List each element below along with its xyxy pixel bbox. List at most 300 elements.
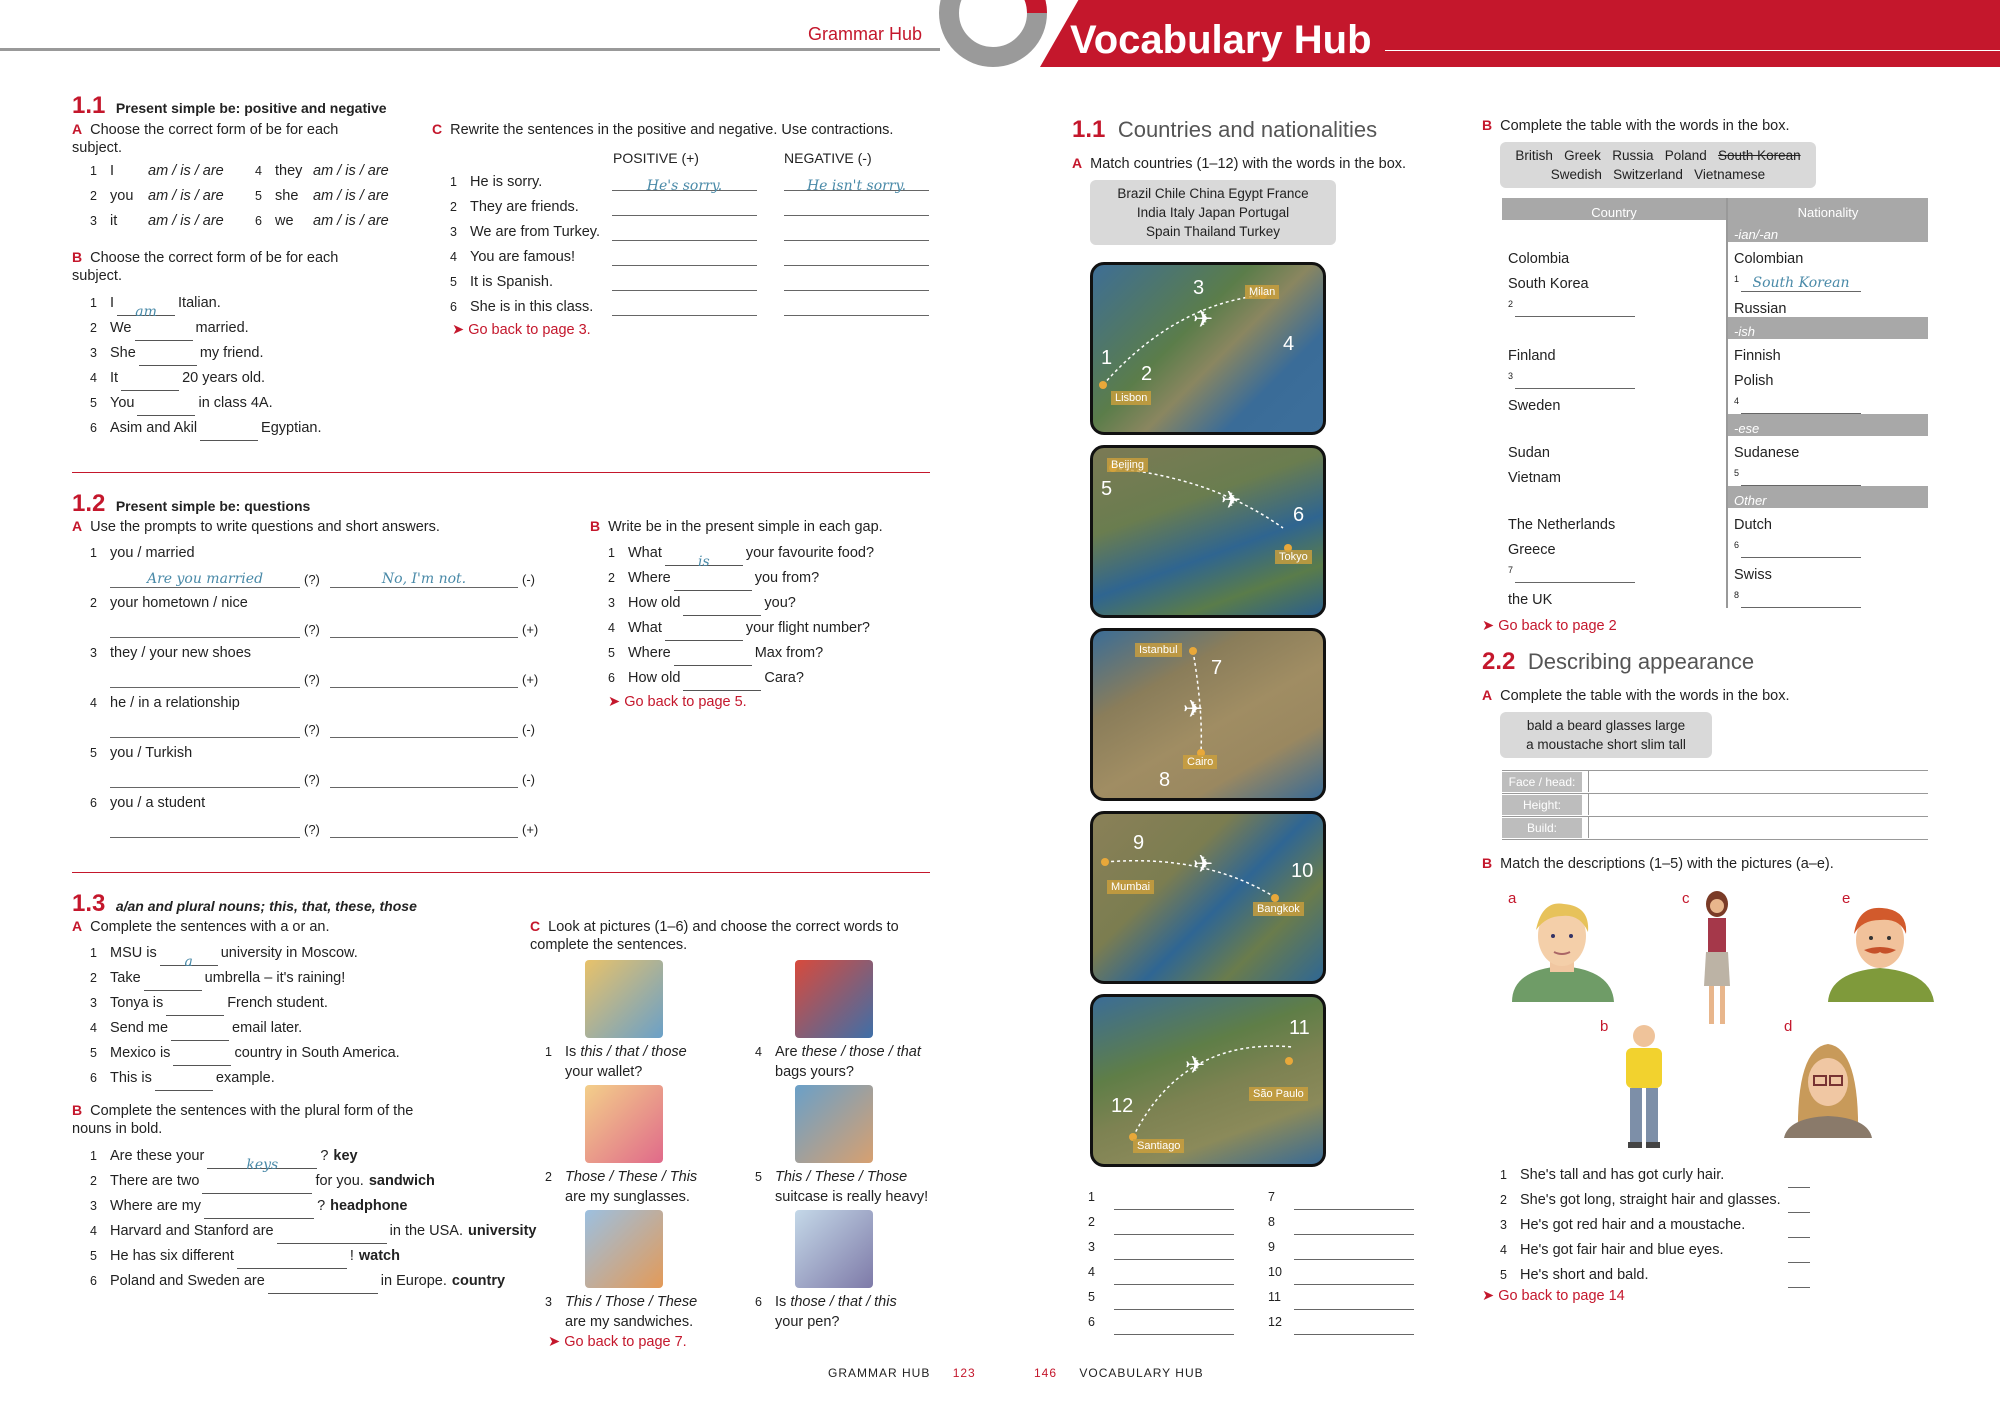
item-number: 1 — [1500, 1168, 1507, 1182]
sentence-end: Max from? — [754, 645, 824, 661]
map-number: 5 — [1101, 478, 1113, 500]
sentence-start: You — [110, 395, 135, 411]
answer-gap[interactable] — [173, 1050, 231, 1066]
exercise-label: B — [1482, 117, 1493, 133]
question-mark-label: (?) — [304, 672, 320, 687]
negative-answer-line[interactable]: He isn't sorry. — [784, 174, 929, 191]
item-number: 3 — [90, 1199, 97, 1213]
positive-column-header: POSITIVE (+) — [613, 150, 699, 166]
city-label: Istanbul — [1135, 643, 1182, 657]
country-cell — [1502, 436, 1727, 461]
list-item — [90, 416, 322, 441]
positive-answer-line[interactable]: He's sorry. — [612, 174, 757, 191]
appearance-answer-field[interactable] — [1588, 771, 1928, 792]
negative-column-header: NEGATIVE (-) — [784, 150, 872, 166]
nationality-name: Polish — [1734, 373, 1774, 389]
section-number: 1.3 — [72, 890, 106, 917]
exercise-picture-6 — [795, 1210, 873, 1288]
appearance-row — [1502, 793, 1928, 816]
list-item — [90, 1144, 536, 1173]
answer-row — [1088, 1185, 1234, 1210]
sentence-start: Are — [775, 1044, 802, 1060]
gap-number: 3 — [1508, 371, 1514, 382]
item-number: 6 — [450, 300, 457, 314]
go-back-link-page-5[interactable]: ➤ Go back to page 5. — [608, 694, 747, 710]
picture-sentence — [755, 1167, 955, 1207]
question-line[interactable] — [110, 621, 300, 638]
positive-answer-line[interactable] — [612, 274, 757, 291]
letter-answer-line[interactable] — [1788, 1221, 1810, 1238]
instruction-text: Complete the sentences with the plural form of the nouns in bold. — [72, 1103, 414, 1137]
answer-row — [1088, 1285, 1234, 1310]
answer-sign: (-) — [522, 722, 535, 737]
city-label: Tokyo — [1275, 550, 1312, 564]
negative-answer-line[interactable] — [784, 199, 929, 216]
word-choices[interactable]: these / those / that — [801, 1044, 921, 1060]
list-item — [255, 163, 389, 179]
answer-gap[interactable] — [121, 375, 179, 391]
exercise-picture-3 — [585, 1210, 663, 1288]
nationality-table — [1502, 198, 1928, 608]
question-line[interactable] — [110, 821, 300, 838]
country-cell — [1502, 533, 1727, 558]
answer-gap[interactable] — [155, 1075, 213, 1091]
country-cell — [1502, 583, 1727, 608]
appearance-row — [1502, 770, 1928, 793]
item-number: 2 — [90, 189, 97, 203]
item-number: 6 — [90, 1274, 97, 1288]
positive-answer-line[interactable] — [612, 199, 757, 216]
exercise-1-3-b-items — [90, 1144, 536, 1294]
appearance-answer-field[interactable] — [1588, 817, 1928, 838]
sentence-end: your favourite food? — [745, 545, 875, 561]
exercise-label: A — [72, 918, 83, 934]
red-haired-man-illustration — [1820, 900, 1940, 1002]
map-europe — [1090, 262, 1326, 435]
go-back-link-page-3[interactable]: ➤ Go back to page 3. — [452, 322, 591, 338]
question-line[interactable] — [110, 671, 300, 688]
list-item — [608, 616, 874, 641]
word-box-line — [1508, 146, 1808, 165]
answer-gap[interactable] — [135, 325, 193, 341]
svg-text:✈: ✈ — [1185, 1052, 1206, 1079]
svg-text:✈: ✈ — [1193, 306, 1214, 333]
description-item — [1500, 1163, 1810, 1188]
exercise-label: A — [1482, 687, 1493, 703]
appearance-category: Height: — [1502, 795, 1582, 815]
item-number: 2 — [1500, 1193, 1507, 1207]
exercise-1-2-b-items — [608, 541, 874, 691]
letter-answer-line[interactable] — [1788, 1171, 1810, 1188]
sentence-end: Egyptian. — [261, 420, 322, 436]
item-number: 4 — [90, 1021, 97, 1035]
appearance-matching-items — [1500, 1163, 1810, 1288]
positive-answer-line[interactable] — [612, 249, 757, 266]
answer-line[interactable] — [1294, 1268, 1414, 1285]
bold-noun: sandwich — [368, 1173, 435, 1189]
vocab-1-1-b-instructions — [1482, 116, 1882, 135]
answer-gap[interactable] — [139, 350, 197, 366]
list-item — [90, 316, 322, 341]
map-number: 1 — [1101, 347, 1113, 369]
country-answer-line[interactable] — [1515, 566, 1635, 583]
list-item — [90, 213, 224, 229]
subject: you — [110, 188, 134, 204]
item-number: 2 — [90, 321, 97, 335]
answer-gap[interactable] — [674, 575, 752, 591]
prompt — [90, 691, 550, 716]
map-number: 12 — [1111, 1095, 1134, 1117]
answer-line[interactable] — [1294, 1193, 1414, 1210]
answer-sign: (+) — [522, 672, 539, 687]
item-number: 6 — [90, 1071, 97, 1085]
item-number: 6 — [755, 1295, 762, 1309]
answer-row — [1268, 1235, 1414, 1260]
sentence-end: you? — [764, 595, 796, 611]
subject: it — [110, 213, 118, 229]
list-item — [90, 163, 224, 179]
list-item — [450, 170, 930, 195]
page-number: 146 — [1034, 1366, 1058, 1380]
sentence-end: your flight number? — [745, 620, 870, 636]
sentence-end: my friend. — [199, 345, 264, 361]
negative-answer-line[interactable] — [784, 274, 929, 291]
bold-noun: country — [451, 1273, 506, 1289]
question-line[interactable] — [110, 771, 300, 788]
item-number: 4 — [755, 1045, 762, 1059]
appearance-answer-field[interactable] — [1588, 794, 1928, 815]
sentence-start: How old — [628, 595, 681, 611]
appearance-category: Build: — [1502, 818, 1582, 838]
city-label: São Paulo — [1249, 1087, 1308, 1101]
picture-sentence — [755, 1042, 955, 1082]
answer-row — [1268, 1310, 1414, 1335]
instruction-text: Complete the sentences with a or an. — [90, 919, 330, 935]
item-number: 6 — [1088, 1315, 1095, 1329]
list-item — [90, 1066, 400, 1091]
bold-noun: university — [467, 1223, 537, 1239]
item-number: 5 — [1500, 1268, 1507, 1282]
country-cell — [1502, 339, 1727, 364]
question-item — [90, 741, 550, 791]
nationality-name: Dutch — [1734, 517, 1772, 533]
answer-line[interactable] — [1294, 1243, 1414, 1260]
exercise-picture-1 — [585, 960, 663, 1038]
section-divider — [72, 472, 930, 473]
answer-line[interactable] — [330, 771, 518, 788]
question-item — [90, 641, 550, 691]
sentence-end: your pen? — [775, 1314, 840, 1330]
sentence-start: Tonya is — [110, 995, 164, 1011]
list-item — [90, 966, 400, 991]
header-ring-logo — [938, 0, 1048, 68]
answer-sign: (+) — [522, 822, 539, 837]
answer-line[interactable] — [1114, 1193, 1234, 1210]
item-number: 4 — [90, 1224, 97, 1238]
sentence-end: for you. — [315, 1173, 364, 1189]
nationality-table-grid — [1502, 198, 1928, 608]
prompt — [90, 741, 550, 766]
country-answer-line[interactable] — [1515, 300, 1635, 317]
item-number: 3 — [90, 346, 97, 360]
answer-gap[interactable] — [665, 625, 743, 641]
sentence-end: ? — [320, 1148, 329, 1164]
country-cell — [1502, 242, 1727, 267]
go-back-link-page-2[interactable]: ➤ Go back to page 2 — [1482, 618, 1617, 634]
picture-sentence — [755, 1292, 955, 1332]
list-item — [608, 566, 874, 591]
group-spacer — [1502, 317, 1727, 339]
bold-noun: headphone — [330, 1198, 408, 1214]
word-choices[interactable]: This / Those / These — [565, 1294, 698, 1310]
sentence-start: Are these your — [110, 1148, 205, 1164]
letter-answer-line[interactable] — [1788, 1271, 1810, 1288]
map-east-asia — [1090, 445, 1326, 618]
appearance-word-box — [1500, 712, 1712, 758]
list-item — [608, 541, 875, 570]
go-back-link-page-14[interactable]: ➤ Go back to page 14 — [1482, 1288, 1625, 1304]
instruction-text: Match the descriptions (1–5) with the pictures (a–e). — [1500, 856, 1834, 872]
picture-sentence — [545, 1042, 745, 1082]
sentence-end: ! — [349, 1248, 354, 1264]
answer-gap[interactable] — [171, 1025, 229, 1041]
exercise-label: A — [72, 518, 83, 534]
answer-line[interactable] — [1114, 1293, 1234, 1310]
country-name: South Korea — [1508, 276, 1589, 292]
item-number: 1 — [90, 546, 97, 560]
answer-line[interactable] — [1114, 1243, 1234, 1260]
word-box-line: India Italy Japan Portugal — [1136, 205, 1290, 220]
sentence-start: We — [110, 320, 132, 336]
vocab-header-line — [1385, 50, 2000, 51]
picture-e — [1820, 890, 1940, 1002]
answer-gap[interactable] — [237, 1253, 347, 1269]
item-number: 3 — [90, 646, 97, 660]
section-divider — [72, 872, 930, 873]
description-text: She's got long, straight hair and glasses. — [1520, 1192, 1781, 1208]
go-back-link-page-7[interactable]: ➤ Go back to page 7. — [548, 1334, 687, 1350]
question-line[interactable]: Are you married — [110, 571, 300, 588]
picture-a — [1502, 890, 1622, 1002]
list-item — [450, 220, 930, 245]
answer-row — [1088, 1210, 1234, 1235]
answer-line[interactable]: No, I'm not. — [330, 571, 518, 588]
sentence-start: Take — [110, 970, 141, 986]
picture-letter: b — [1600, 1018, 1609, 1035]
sentence-start: It — [110, 370, 119, 386]
map-number: 6 — [1293, 504, 1305, 526]
sentence-start: I — [110, 295, 115, 311]
question-line[interactable] — [110, 721, 300, 738]
options[interactable]: am / is / are — [313, 213, 389, 229]
gap-number: 7 — [1508, 565, 1514, 576]
sentence-start: Is — [775, 1294, 791, 1310]
answer-line[interactable] — [1294, 1318, 1414, 1335]
exercise-label: B — [1482, 855, 1493, 871]
sentence-end: 20 years old. — [182, 370, 266, 386]
answer-line[interactable] — [1294, 1293, 1414, 1310]
word-choices[interactable]: this / that / those — [580, 1044, 687, 1060]
answer-gap[interactable]: a — [160, 950, 218, 966]
answer-line[interactable] — [330, 721, 518, 738]
positive-answer-line[interactable] — [612, 224, 757, 241]
exercise-1-1-b-items — [90, 291, 322, 441]
map-number: 8 — [1159, 769, 1171, 791]
answer-line[interactable] — [1114, 1318, 1234, 1335]
subject: we — [275, 213, 294, 229]
positive-answer-line[interactable] — [612, 299, 757, 316]
countries-word-box — [1090, 180, 1336, 245]
country-name: the UK — [1508, 592, 1553, 608]
exercise-label: A — [72, 121, 83, 137]
negative-answer-line[interactable] — [784, 224, 929, 241]
nationality-cell — [1727, 242, 1928, 267]
sentence-end: you from? — [754, 570, 820, 586]
map-middle-east — [1090, 628, 1326, 801]
grammar-footer — [828, 1366, 976, 1380]
options[interactable]: am / is / are — [148, 163, 224, 179]
question-mark-label: (?) — [304, 822, 320, 837]
footer-label: GRAMMAR HUB — [828, 1366, 931, 1380]
gap-number: 1 — [1734, 274, 1740, 285]
country-cell — [1502, 461, 1727, 486]
picture-sentence — [545, 1167, 745, 1207]
sentence-start: Harvard and Stanford are — [110, 1223, 274, 1239]
item-number: 1 — [608, 546, 615, 560]
country-name: Sudan — [1508, 445, 1550, 461]
options[interactable]: am / is / are — [148, 213, 224, 229]
letter-answer-line[interactable] — [1788, 1246, 1810, 1263]
negative-answer-line[interactable] — [784, 299, 929, 316]
group-header: Other — [1727, 486, 1928, 508]
instruction-text: Rewrite the sentences in the positive and negative. Use contractions. — [450, 122, 894, 138]
exercise-label: B — [72, 1102, 83, 1118]
nationality-answer-line[interactable] — [1741, 541, 1861, 558]
item-number: 2 — [608, 571, 615, 585]
answer-gap[interactable] — [683, 600, 761, 616]
exercise-1-2-a-instructions — [72, 517, 492, 536]
vocab-1-1-a-instructions — [1072, 154, 1452, 173]
nationality-column-header: Nationality — [1727, 198, 1928, 220]
map-answer-lines-left — [1088, 1185, 1234, 1335]
country-cell — [1502, 364, 1727, 389]
item-number: 9 — [1268, 1240, 1275, 1254]
answer-gap[interactable]: keys — [207, 1153, 317, 1169]
word-choices[interactable]: This / These / Those — [775, 1169, 908, 1185]
word-choices[interactable]: Those / These / This — [565, 1169, 698, 1185]
list-item — [90, 1016, 400, 1041]
answer-gap[interactable] — [683, 675, 761, 691]
answer-sign: (-) — [522, 772, 535, 787]
list-item — [90, 291, 322, 320]
answer-gap[interactable] — [277, 1228, 387, 1244]
answer-gap[interactable] — [204, 1203, 314, 1219]
answer-gap[interactable]: am — [117, 300, 175, 316]
options[interactable]: am / is / are — [148, 188, 224, 204]
description-item — [1500, 1188, 1810, 1213]
city-label: Lisbon — [1111, 391, 1151, 405]
options[interactable]: am / is / are — [313, 163, 389, 179]
answer-gap[interactable] — [268, 1278, 378, 1294]
exercise-1-3-b-instructions — [72, 1101, 442, 1138]
question-mark-label: (?) — [304, 772, 320, 787]
country-answer-line[interactable] — [1515, 372, 1635, 389]
answer-line[interactable] — [1114, 1218, 1234, 1235]
appearance-row — [1502, 816, 1928, 840]
page-number: 123 — [952, 1366, 976, 1380]
sentence-end: Cara? — [764, 670, 804, 686]
item-number: 5 — [450, 275, 457, 289]
answer-line[interactable] — [1294, 1218, 1414, 1235]
nationality-answer-line[interactable]: South Korean — [1741, 275, 1861, 292]
nationality-answer-line[interactable] — [1741, 469, 1861, 486]
question-item — [90, 591, 550, 641]
question-mark-label: (?) — [304, 572, 320, 587]
sentence: She is in this class. — [470, 299, 594, 315]
section-title: a/an and plural nouns; this, that, these, those — [115, 898, 417, 914]
instruction-text: Match countries (1–12) with the words in the box. — [1090, 156, 1407, 172]
item-number: 6 — [90, 421, 97, 435]
item-number: 12 — [1268, 1315, 1282, 1329]
nationality-answer-line[interactable] — [1741, 397, 1861, 414]
letter-answer-line[interactable] — [1788, 1196, 1810, 1213]
sentence-end: umbrella – it's raining! — [204, 970, 346, 986]
word: Switzerland — [1613, 167, 1683, 182]
list-item — [90, 188, 224, 204]
answer-line[interactable] — [330, 821, 518, 838]
svg-text:✈: ✈ — [1183, 696, 1204, 723]
answer-gap[interactable] — [144, 975, 202, 991]
answer-gap[interactable] — [137, 400, 195, 416]
city-label: Mumbai — [1107, 880, 1154, 894]
answer-line[interactable] — [330, 671, 518, 688]
list-item — [255, 213, 389, 229]
map-number: 7 — [1211, 657, 1223, 679]
answer-line[interactable] — [330, 621, 518, 638]
country-name: Colombia — [1508, 251, 1570, 267]
sentence-start: How old — [628, 670, 681, 686]
prompt — [90, 641, 550, 666]
item-number: 11 — [1268, 1290, 1281, 1304]
list-item — [450, 295, 930, 320]
sentence: You are famous! — [470, 249, 576, 265]
item-number: 1 — [90, 946, 97, 960]
sentence-end: are my sandwiches. — [565, 1314, 694, 1330]
woman-with-glasses-illustration — [1778, 1038, 1878, 1138]
negative-answer-line[interactable] — [784, 249, 929, 266]
answer-gap[interactable] — [200, 425, 258, 441]
sentence-start: There are two — [110, 1173, 200, 1189]
sentence-start: He has six different — [110, 1248, 234, 1264]
item-number: 2 — [90, 596, 97, 610]
nationality-answer-line[interactable] — [1741, 591, 1861, 608]
answer-line[interactable] — [1114, 1268, 1234, 1285]
tall-woman-illustration — [1692, 890, 1742, 1030]
answer-gap[interactable]: is — [665, 550, 743, 566]
answer-gap[interactable] — [674, 650, 752, 666]
country-name: The Netherlands — [1508, 517, 1616, 533]
answer-gap[interactable] — [166, 1000, 224, 1016]
answer-gap[interactable] — [202, 1178, 312, 1194]
section-1-1-heading — [72, 92, 387, 120]
bald-man-illustration — [1614, 1022, 1674, 1152]
word-choices[interactable]: those / that / this — [790, 1294, 897, 1310]
section-number: 1.1 — [72, 92, 106, 119]
prompt-text: you / a student — [110, 795, 206, 811]
gap-number: 2 — [1508, 299, 1514, 310]
options[interactable]: am / is / are — [313, 188, 389, 204]
sentence-start: Poland and Sweden are — [110, 1273, 265, 1289]
